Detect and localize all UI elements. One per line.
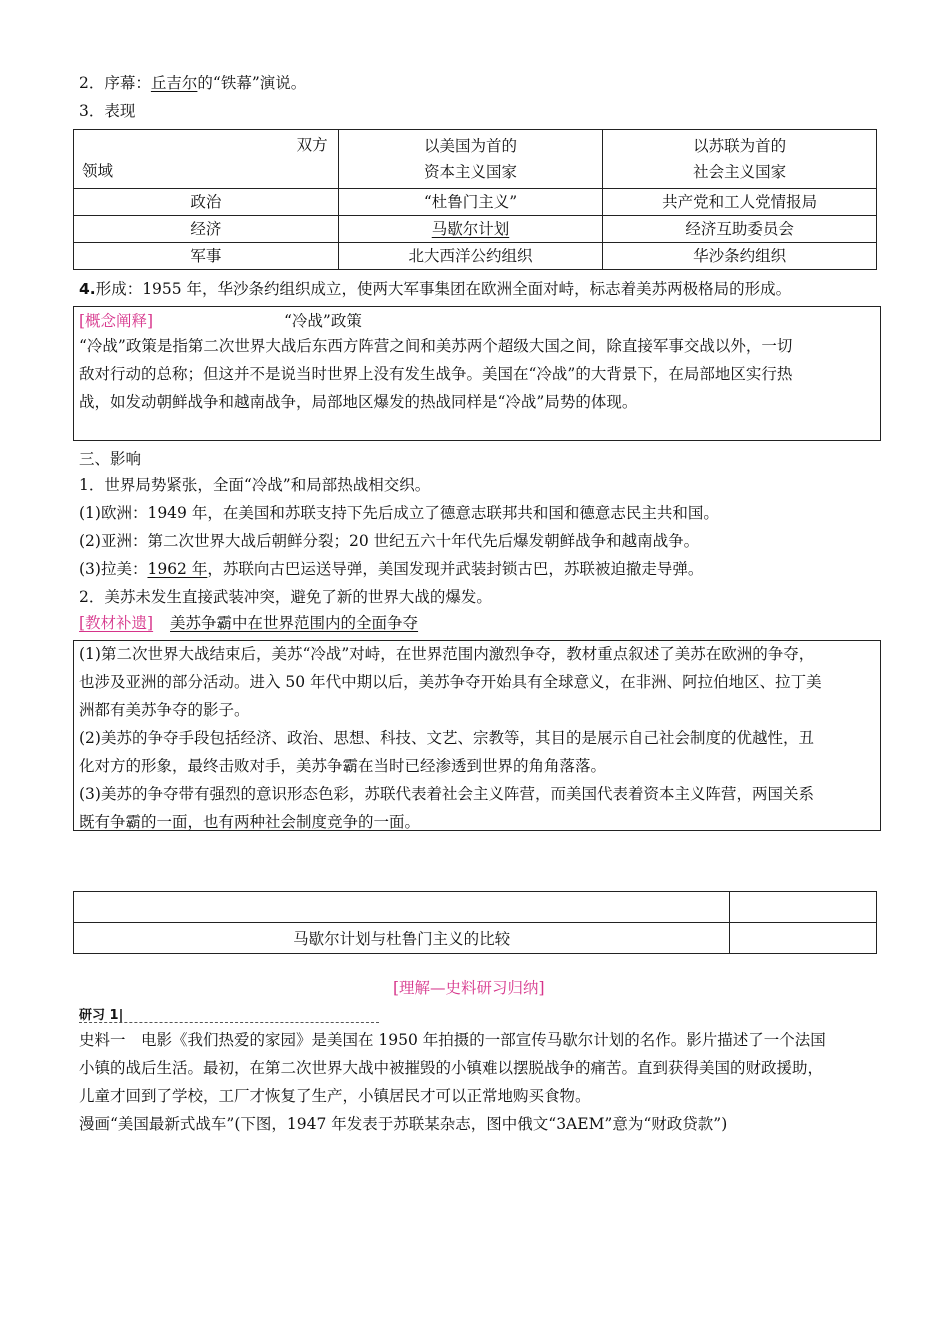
row-us: 北大西洋公约组织	[338, 243, 603, 270]
section-heading: 三、影响	[79, 450, 142, 468]
effect-2: 2．美苏未发生直接武装冲突，避免了新的世界大战的爆发。	[79, 588, 492, 606]
item-2-prefix: 序幕：	[104, 74, 151, 92]
table-row	[74, 243, 877, 270]
concept-line: 敌对行动的总称；但这并不是说当时世界上没有发生战争。美国在“冷战”的大背景下，在局部地区实行热	[79, 365, 793, 383]
row-su: 经济互助委员会	[603, 216, 877, 243]
concept-title: “冷战”政策	[284, 312, 362, 330]
table-row	[74, 189, 877, 216]
corner-cell	[74, 130, 339, 189]
item-3-text: 表现	[104, 102, 136, 120]
item-4	[79, 278, 791, 300]
supplement-line: 化对方的形象，最终击败对手，美苏争霸在当时已经渗透到世界的角角落落。	[79, 757, 607, 775]
effect-1-asia: (2)亚洲：第二次世界大战后朝鲜分裂；20 世纪五六十年代先后爆发朝鲜战争和越南战争。	[79, 532, 700, 550]
compare-title-table	[73, 891, 877, 954]
study-subhead: [理解—史料研习归纳]	[393, 979, 545, 997]
item-2-number: 2．	[79, 74, 105, 92]
supplement-line: (3)美苏的争夺带有强烈的意识形态色彩，苏联代表着社会主义阵营，而美国代表着资本主义阵营，两国关系	[79, 785, 814, 803]
supplement-line: 也涉及亚洲的部分活动。进入 50 年代中期以后，美苏争夺开始具有全球意义，在非洲、阿拉伯地区、拉丁美	[79, 673, 822, 691]
study-label: 研习 1|	[79, 1008, 124, 1023]
supplement-body	[79, 640, 822, 836]
header-su-line1: 以苏联为首的	[693, 137, 787, 155]
row-us	[338, 216, 603, 243]
header-su-line2: 社会主义国家	[693, 163, 787, 181]
concept-line: “冷战”政策是指第二次世界大战后东西方阵营之间和美苏两个超级大国之间，除直接军事交战以外，一切	[79, 337, 793, 355]
concept-tag: [概念阐释]	[79, 312, 154, 330]
row-field: 经济	[74, 216, 339, 243]
header-us	[338, 130, 603, 189]
table-row	[74, 216, 877, 243]
effect-1-europe: (1)欧洲：1949 年，在美国和苏联支持下先后成立了德意志联邦共和国和德意志民主共和国。	[79, 504, 719, 522]
header-us-line1: 以美国为首的	[423, 137, 517, 155]
item-3	[79, 100, 135, 122]
churchill-name: 丘吉尔	[150, 74, 198, 92]
row-su: 华沙条约组织	[603, 243, 877, 270]
supplement-line: 洲都有美苏争夺的影子。	[79, 701, 250, 719]
latam-prefix: (3)拉美：	[79, 560, 148, 578]
study-body	[79, 1026, 826, 1138]
compare-empty-cell	[74, 892, 730, 923]
compare-title: 马歇尔计划与杜鲁门主义的比较	[74, 923, 730, 954]
header-us-line2: 资本主义国家	[423, 163, 517, 181]
corner-top-label: 双方	[296, 136, 328, 154]
supplement-heading	[79, 612, 418, 634]
study-line: 史料一 电影《我们热爱的家园》是美国在 1950 年拍摄的一部宣传马歇尔计划的名作。影片描述了一个法国	[79, 1031, 826, 1049]
supplement-line: (1)第二次世界大战结束后，美苏“冷战”对峙，在世界范围内激烈争夺，教材重点叙述了美苏在欧洲的争夺，	[79, 645, 815, 663]
supplement-line: 既有争霸的一面，也有两种社会制度竞争的一面。	[79, 813, 421, 831]
latam-text: ，苏联向古巴运送导弹，美国发现并武装封锁古巴，苏联被迫撤走导弹。	[207, 560, 704, 578]
study-divider	[79, 1022, 379, 1023]
item-2	[79, 72, 306, 94]
compare-empty-cell	[730, 923, 877, 954]
item-4-number: 4.	[79, 280, 96, 298]
supplement-tag: [教材补遗]	[79, 614, 154, 632]
study-line: 儿童才回到了学校，工厂才恢复了生产，小镇居民才可以正常地购买食物。	[79, 1087, 591, 1105]
row-su: 共产党和工人党情报局	[603, 189, 877, 216]
item-3-number: 3．	[79, 102, 105, 120]
concept-body	[79, 332, 792, 416]
corner-bottom-label: 领域	[82, 162, 114, 180]
effect-1-latam	[79, 558, 703, 580]
supplement-line: (2)美苏的争夺手段包括经济、政治、思想、科技、文艺、宗教等，其目的是展示自己社会制度的优越性，丑	[79, 729, 814, 747]
row-field: 军事	[74, 243, 339, 270]
compare-empty-cell	[730, 892, 877, 923]
header-su	[603, 130, 877, 189]
study-label-text: 研习 1	[79, 1008, 119, 1023]
row-us: “杜鲁门主义”	[338, 189, 603, 216]
study-line: 漫画“美国最新式战车”(下图，1947 年发表于苏联某杂志，图中俄文“3AEM”意为“财政贷款”)	[79, 1115, 728, 1133]
item-4-text: 形成：1955 年，华沙条约组织成立，使两大军事集团在欧洲全面对峙，标志着美苏两极格局的形成。	[95, 280, 792, 298]
study-line: 小镇的战后生活。最初，在第二次世界大战中被摧毁的小镇难以摆脱战争的痛苦。直到获得美国的财政援助，	[79, 1059, 824, 1077]
concept-line: 战，如发动朝鲜战争和越南战争，局部地区爆发的热战同样是“冷战”局势的体现。	[79, 393, 638, 411]
cold-war-comparison-table	[73, 129, 877, 270]
supplement-title: 美苏争霸中在世界范围内的全面争夺	[170, 614, 419, 632]
marshall-plan-text: 马歇尔计划	[431, 220, 510, 238]
row-field: 政治	[74, 189, 339, 216]
latam-year: 1962 年	[147, 560, 208, 578]
effect-1: 1．世界局势紧张，全面“冷战”和局部热战相交织。	[79, 476, 431, 494]
item-2-text: 的“铁幕”演说。	[197, 74, 307, 92]
